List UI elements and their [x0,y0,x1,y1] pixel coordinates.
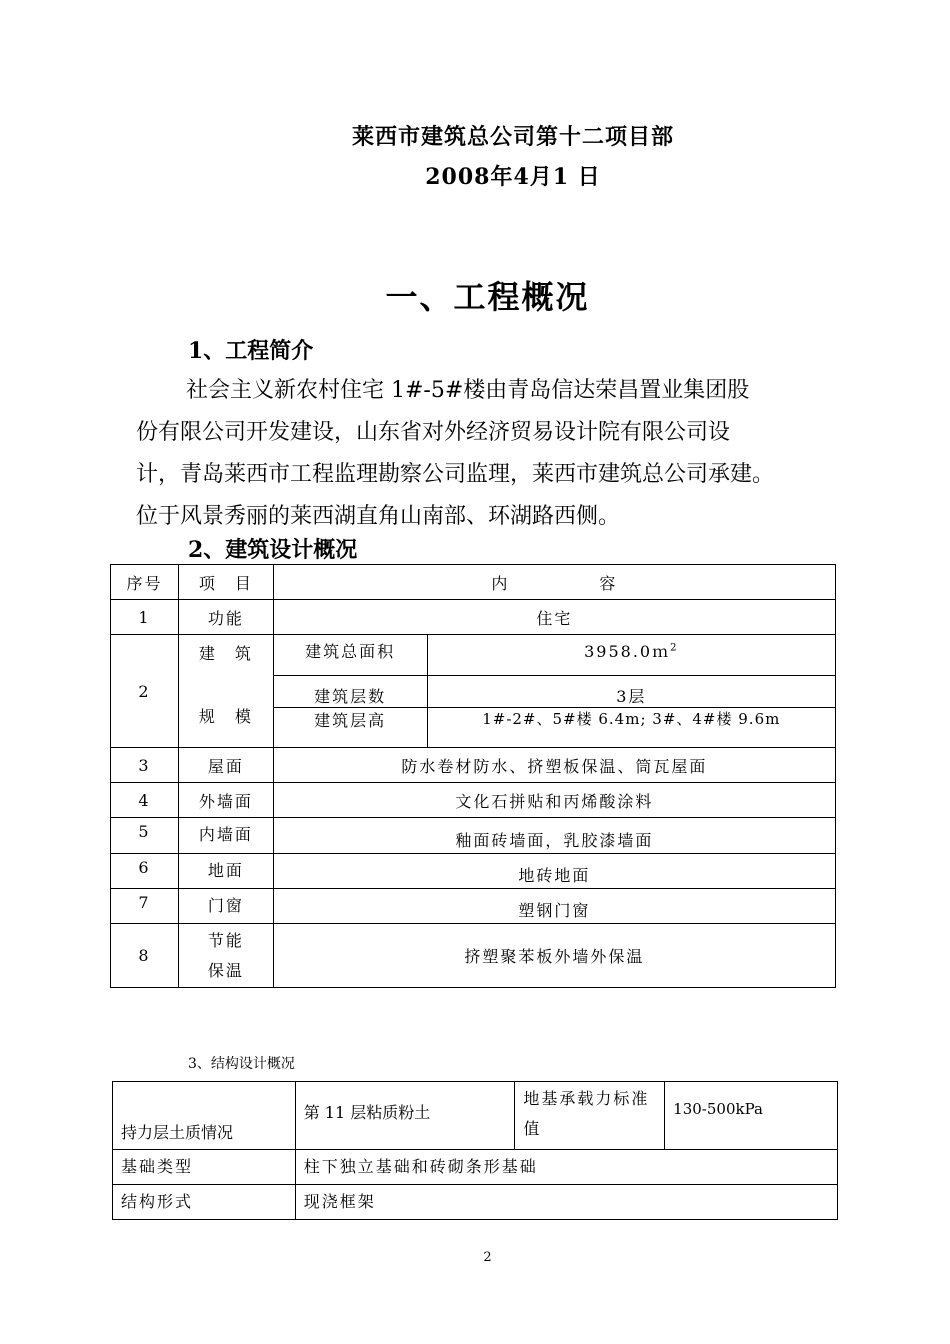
bearing-layer: 第 11 层粘质粉土 [295,1082,515,1150]
energy-item-top: 节能 [207,930,244,950]
row-no: 3 [111,748,179,783]
row-content: 塑钢门窗 [273,889,835,924]
row-item: 功能 [178,600,273,635]
capacity-value: 130-500kPa [665,1082,838,1150]
arch-table [110,564,836,988]
intro-line: 位于风景秀丽的莱西湖直角山南部、环湖路西侧。 [136,504,621,529]
intro-paragraph [136,370,856,538]
floors-value: 3层 [427,676,835,708]
row-item: 门窗 [178,889,273,924]
row-no: 7 [111,889,179,924]
row-no: 6 [111,854,179,889]
area-unit-sup: 2 [670,642,679,654]
form-value: 现浇框架 [295,1185,837,1220]
header-content: 内 容 [273,565,835,600]
struct-heading: 3、结构设计概况 [188,1056,295,1072]
area-cell [427,635,835,676]
page-number: 2 [483,1250,492,1265]
bearing-label: 持力层土质情况 [113,1082,296,1150]
capacity-label-line: 值 [523,1119,542,1138]
energy-item-bottom: 保温 [207,960,244,980]
document-date: 2008年4月1 日 [425,164,601,190]
foundation-value: 柱下独立基础和砖砌条形基础 [295,1150,837,1185]
area-value: 3958.0ｍ [584,642,671,661]
scale-no: 2 [111,635,179,748]
row-no: 5 [111,818,179,854]
capacity-label [515,1082,665,1150]
scale-item [178,635,273,748]
form-label: 结构形式 [113,1185,296,1220]
intro-line: 计，青岛莱西市工程监理勘察公司监理，莱西市建筑总公司承建。 [136,462,775,487]
row-content: 地砖地面 [273,854,835,889]
intro-line: 份有限公司开发建设，山东省对外经济贸易设计院有限公司设 [136,420,731,445]
row-no: 4 [111,783,179,818]
height-value: 1#-2#、5#楼 6.4m; 3#、4#楼 9.6m [427,708,835,748]
energy-item [178,924,273,988]
header-item: 项 目 [178,565,273,600]
company-name: 莱西市建筑总公司第十二项目部 [351,124,674,150]
row-no: 1 [111,600,179,635]
row-item: 地面 [178,854,273,889]
table-row [111,600,836,635]
scale-item-bottom: 规 模 [198,707,253,726]
height-label: 建筑层高 [273,708,427,748]
row-content: 釉面砖墙面，乳胶漆墙面 [273,818,835,854]
scale-item-top: 建 筑 [198,644,253,663]
row-item: 屋面 [178,748,273,783]
capacity-label-line: 地基承载力标准 [523,1089,650,1108]
area-label: 建筑总面积 [273,635,427,676]
row-item: 外墙面 [178,783,273,818]
intro-heading: 1、工程简介 [188,338,314,364]
row-no: 8 [111,924,179,988]
row-content: 住宅 [273,600,835,635]
row-item: 内墙面 [178,818,273,854]
section-title: 一、工程概况 [385,278,590,316]
header-no: 序号 [111,565,179,600]
arch-heading: 2、建筑设计概况 [188,537,358,563]
row-content: 防水卷材防水、挤塑板保温、筒瓦屋面 [273,748,835,783]
struct-table [112,1081,838,1220]
row-content: 挤塑聚苯板外墙外保温 [273,924,835,988]
foundation-label: 基础类型 [113,1150,296,1185]
row-content: 文化石拼贴和丙烯酸涂料 [273,783,835,818]
intro-line: 社会主义新农村住宅 1#-5#楼由青岛信达荣昌置业集团股 [186,378,750,403]
floors-label: 建筑层数 [273,676,427,708]
